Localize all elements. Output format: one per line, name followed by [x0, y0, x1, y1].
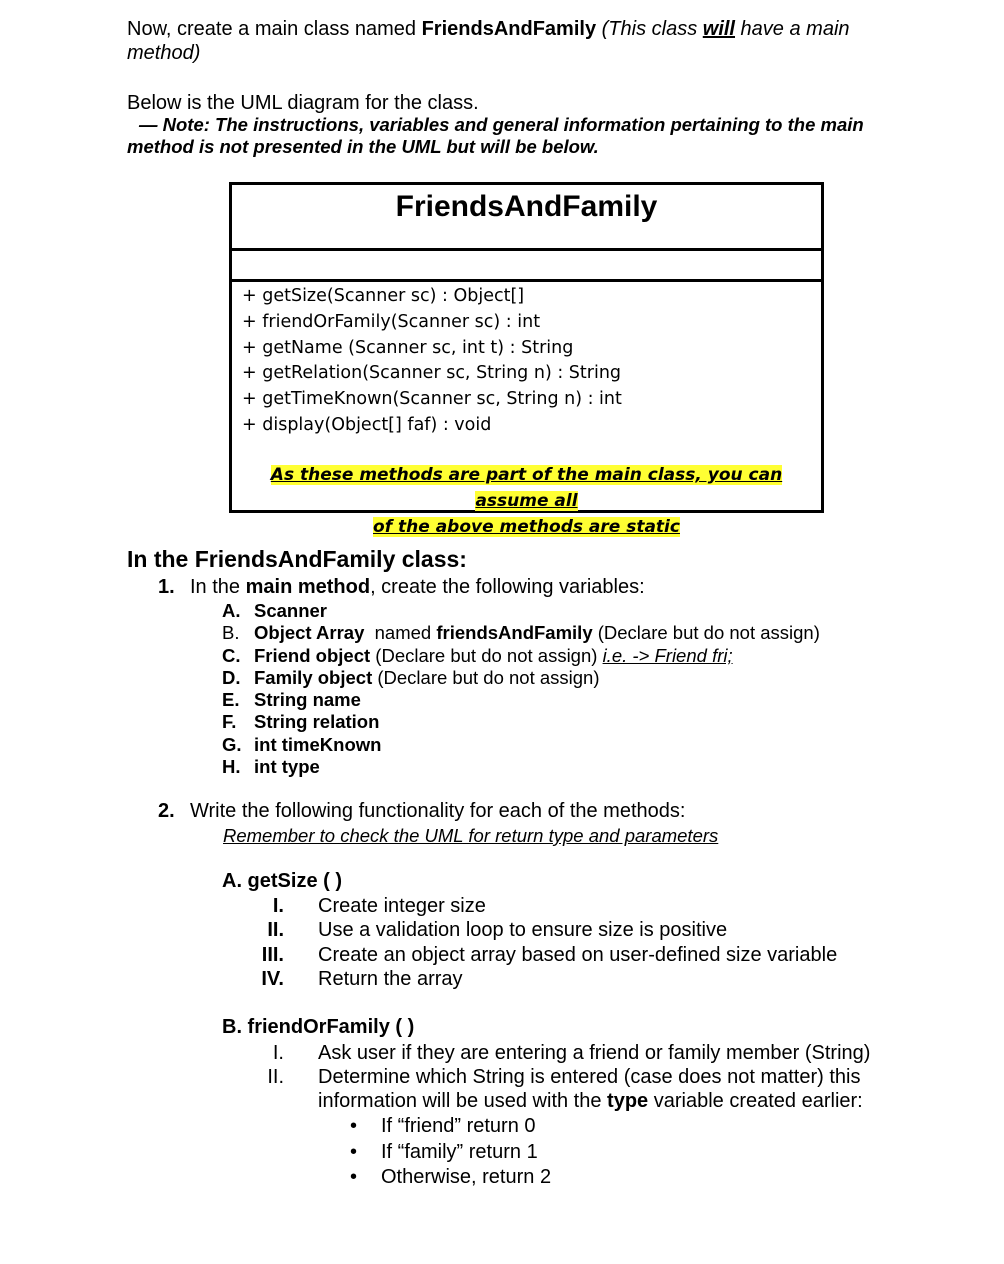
- step-text: Return the array: [318, 968, 463, 990]
- item-bold2: friendsAndFamily: [436, 622, 593, 643]
- friendorfamily-continuation: [318, 1089, 863, 1114]
- item-bold: Friend object: [254, 645, 371, 666]
- getsize-step: [267, 918, 728, 943]
- item-letter: C.: [222, 645, 241, 666]
- bullet-dot: •: [350, 1141, 358, 1163]
- uml-static-note: [232, 462, 821, 540]
- uml-method: + getSize(Scanner sc) : Object[]: [242, 286, 525, 306]
- section-heading: In the FriendsAndFamily class:: [127, 546, 467, 572]
- item-rest: named: [364, 622, 437, 643]
- note-block: [127, 114, 917, 158]
- roman-numeral: III.: [261, 944, 284, 966]
- item-rest: (Declare but do not assign): [372, 667, 600, 688]
- step1-suffix: , create the following variables:: [370, 576, 645, 598]
- item-bold: String relation: [254, 711, 380, 732]
- item-bold: Scanner: [254, 600, 328, 621]
- uml-attributes-section: [232, 251, 821, 282]
- uml-method: + friendOrFamily(Scanner sc) : int: [242, 311, 541, 332]
- roman-numeral: II.: [267, 919, 284, 941]
- intro-line2: method): [127, 42, 201, 64]
- item-letter: F.: [222, 711, 237, 732]
- uml-note-line2: of the above methods are static: [373, 517, 680, 537]
- item-letter: H.: [222, 756, 241, 777]
- item-bold: String name: [254, 689, 361, 710]
- step2-number: 2.: [158, 800, 175, 822]
- step-text: Create an object array based on user-defined size variable: [318, 944, 838, 966]
- item-rest: (Declare but do not assign): [370, 645, 603, 666]
- bullet-text: If “family” return 1: [381, 1141, 538, 1163]
- variable-item: [222, 600, 327, 623]
- step1-number: 1.: [158, 576, 175, 598]
- roman-numeral: I.: [272, 1042, 284, 1064]
- item-letter: E.: [222, 689, 240, 710]
- step2-text: Write the following functionality for each of the methods:: [190, 800, 686, 822]
- step1-bold: main method: [245, 576, 371, 598]
- uml-method: + getTimeKnown(Scanner sc, String n) : int: [242, 389, 622, 410]
- note-line1: — Note: The instructions, variables and general information pertaining to the main: [139, 114, 864, 135]
- uml-methods-section: [242, 284, 622, 439]
- variable-item: [222, 645, 733, 668]
- roman-numeral: IV.: [261, 968, 284, 990]
- step-text: Ask user if they are entering a friend or family member (String): [318, 1042, 871, 1064]
- uml-method: + getName (Scanner sc, int t) : String: [242, 337, 574, 358]
- item-bold: Object Array: [254, 622, 365, 643]
- bullet-text: Otherwise, return 2: [381, 1166, 552, 1188]
- item-letter: D.: [222, 667, 241, 688]
- cont-bold: type: [607, 1090, 649, 1112]
- note-line2: method is not presented in the UML but will be below.: [127, 136, 599, 157]
- intro-text: Now, create a main class named: [127, 18, 422, 40]
- friendorfamily-heading: B. friendOrFamily ( ): [222, 1016, 415, 1038]
- variable-item: [222, 756, 320, 779]
- variable-item: [222, 622, 820, 645]
- item-bold: int timeKnown: [254, 734, 382, 755]
- intro-italic-a: (This class: [596, 18, 703, 40]
- getsize-step: [261, 967, 463, 992]
- step-text: Use a validation loop to ensure size is positive: [318, 919, 728, 941]
- roman-numeral: I.: [272, 895, 284, 917]
- intro-will: will: [702, 18, 735, 40]
- uml-method: + display(Object[] faf) : void: [242, 414, 492, 435]
- bullet-text: If “friend” return 0: [381, 1115, 536, 1137]
- uml-class-title: FriendsAndFamily: [232, 185, 821, 251]
- uml-note-line1: As these methods are part of the main class, you can assume all: [270, 465, 783, 511]
- uml-diagram: [229, 182, 824, 537]
- item-letter: B.: [222, 622, 240, 643]
- getsize-step: [272, 894, 486, 919]
- bullet-dot: •: [350, 1115, 358, 1137]
- item-example: i.e. -> Friend fri;: [602, 645, 733, 666]
- item-bold: int type: [254, 756, 320, 777]
- below-text: Below is the UML diagram for the class.: [127, 92, 479, 114]
- roman-numeral: II.: [267, 1066, 284, 1088]
- getsize-heading: A. getSize ( ): [222, 870, 343, 892]
- variable-item: [222, 667, 600, 690]
- cont-prefix: information will be used with the: [318, 1090, 608, 1112]
- remember-note: Remember to check the UML for return type and parameters: [223, 825, 719, 846]
- item-bold: Family object: [254, 667, 373, 688]
- step-text: Create integer size: [318, 895, 486, 917]
- getsize-step: [261, 943, 838, 968]
- friendorfamily-step: [267, 1065, 861, 1090]
- friendorfamily-step: [272, 1041, 871, 1066]
- uml-method: + getRelation(Scanner sc, String n) : String: [242, 363, 622, 384]
- intro-italic-b: have a main: [735, 18, 850, 40]
- step1-prefix: In the: [190, 576, 246, 598]
- variable-item: [222, 734, 381, 757]
- step1-text: [190, 576, 645, 599]
- variable-item: [222, 711, 379, 734]
- cont-suffix: variable created earlier:: [648, 1090, 863, 1112]
- intro-class-name: FriendsAndFamily: [421, 18, 597, 40]
- item-letter: G.: [222, 734, 242, 755]
- intro-paragraph: [127, 17, 927, 65]
- variable-item: [222, 689, 361, 712]
- bullet-dot: •: [350, 1166, 358, 1188]
- step-text: Determine which String is entered (case does not matter) this: [318, 1066, 861, 1088]
- item-rest2: (Declare but do not assign): [592, 622, 820, 643]
- item-letter: A.: [222, 600, 241, 621]
